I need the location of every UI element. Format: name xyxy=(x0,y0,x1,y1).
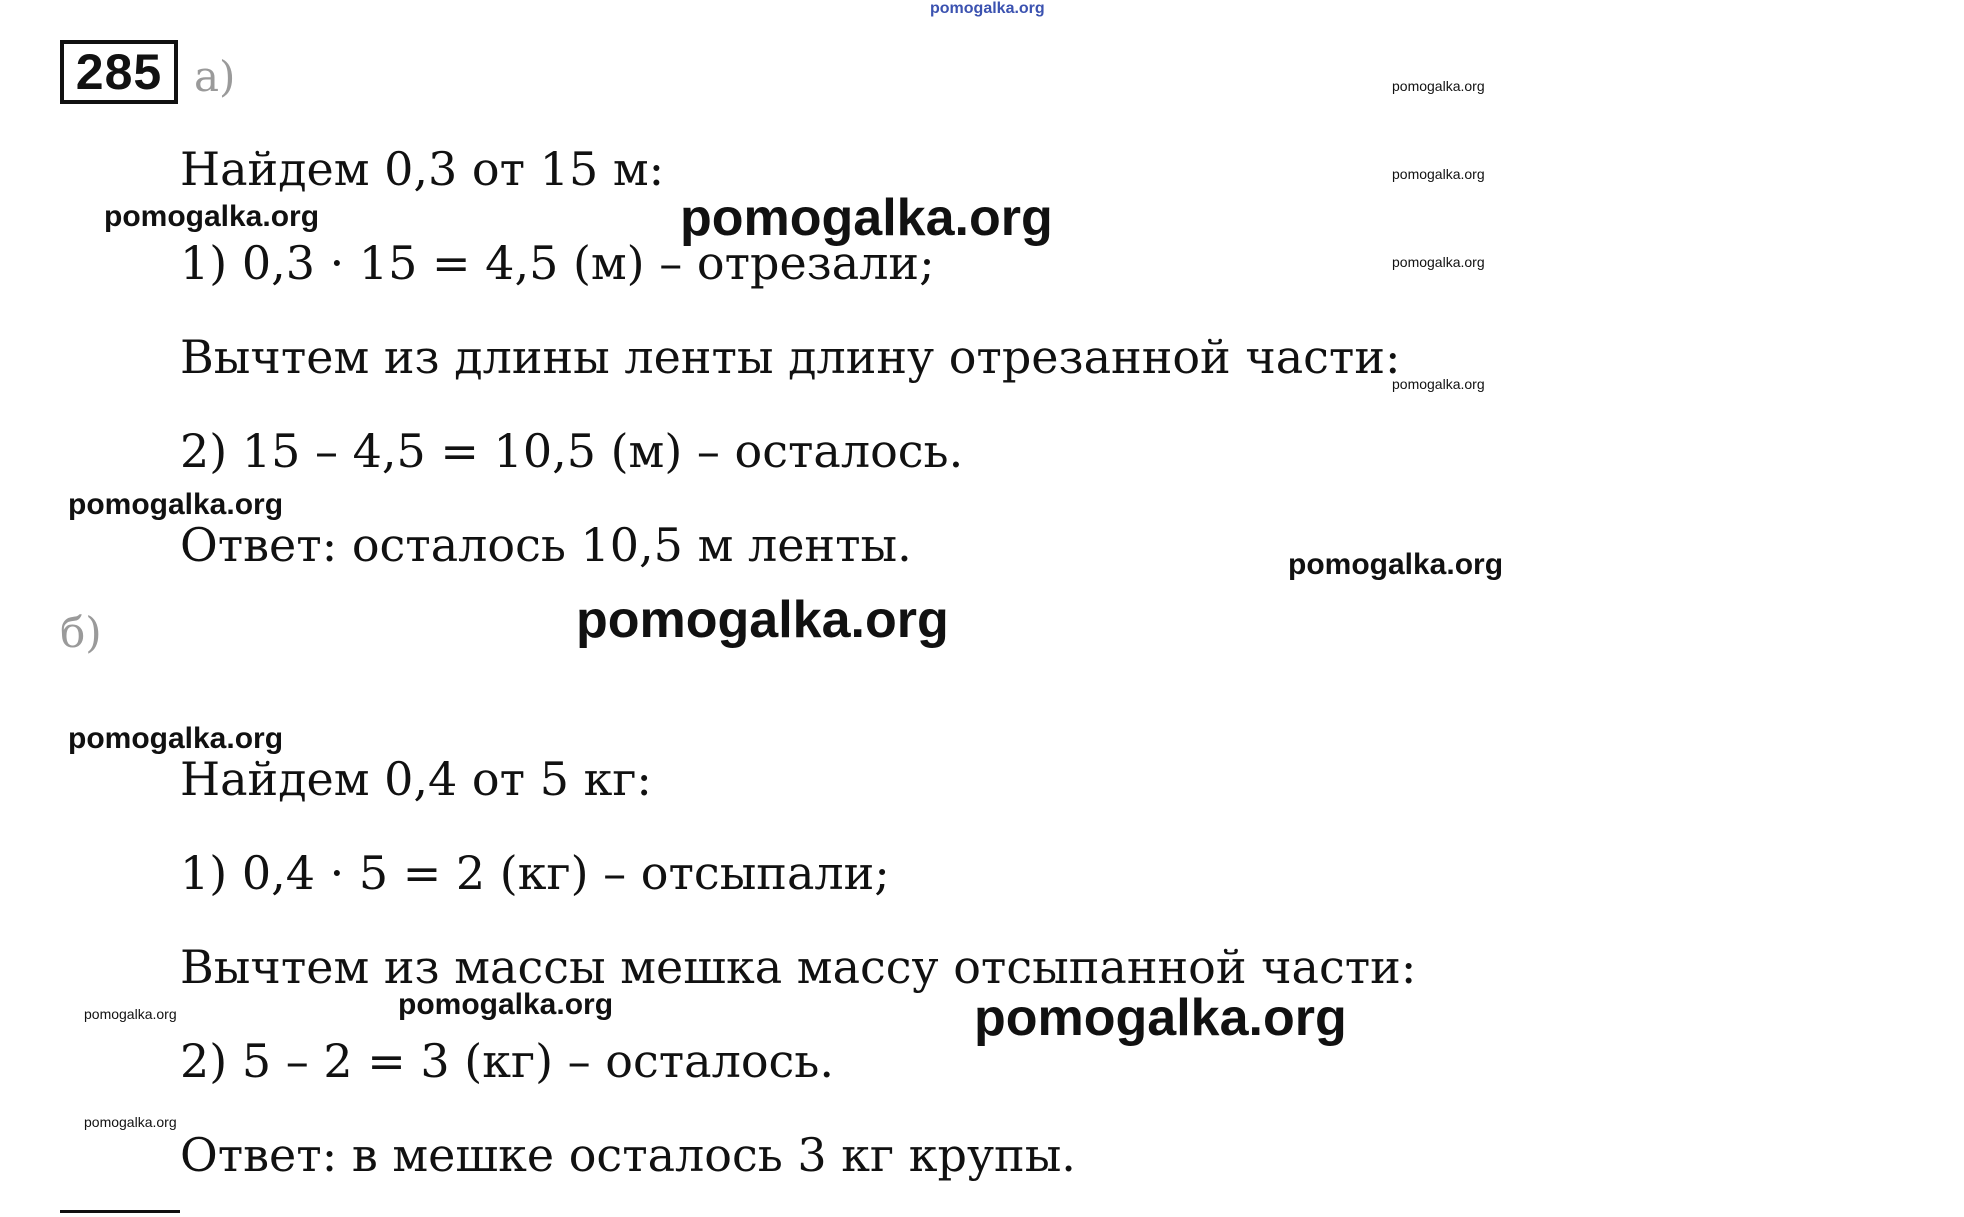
part-b-answer: Ответ: в мешке осталось 3 кг крупы. xyxy=(180,1128,1076,1182)
part-a-line-3: Вычтем из длины ленты длину отрезанной части: xyxy=(180,330,1401,384)
watermark-small-5: pomogalka.org xyxy=(84,1006,177,1022)
watermark-small-4: pomogalka.org xyxy=(1392,376,1485,392)
part-b-line-2: 1) 0,4 · 5 = 2 (кг) – отсыпали; xyxy=(180,846,890,900)
watermark-large-1: pomogalka.org xyxy=(680,189,1053,247)
part-a-label: а) xyxy=(194,52,236,101)
watermark-medium-5: pomogalka.org xyxy=(398,988,614,1021)
watermark-large-3: pomogalka.org xyxy=(974,989,1347,1047)
watermark-small-1: pomogalka.org xyxy=(1392,78,1485,94)
part-a-answer: Ответ: осталось 10,5 м ленты. xyxy=(180,518,912,572)
problem-number: 285 xyxy=(60,40,178,104)
watermark-medium-1: pomogalka.org xyxy=(104,200,320,233)
part-b-line-3: Вычтем из массы мешка массу отсыпанной части: xyxy=(180,940,1417,994)
part-a-line-2: 1) 0,3 · 15 = 4,5 (м) – отрезали; xyxy=(180,236,935,290)
watermark-medium-2: pomogalka.org xyxy=(68,488,284,521)
part-b-line-4: 2) 5 – 2 = 3 (кг) – осталось. xyxy=(180,1034,834,1088)
watermark-medium-4: pomogalka.org xyxy=(68,722,284,755)
part-b-line-1: Найдем 0,4 от 5 кг: xyxy=(180,752,652,806)
bottom-rule xyxy=(60,1210,180,1213)
watermark-small-2: pomogalka.org xyxy=(1392,166,1485,182)
part-a-line-1: Найдем 0,3 от 15 м: xyxy=(180,142,665,196)
part-b-label: б) xyxy=(60,608,102,657)
part-a-line-4: 2) 15 – 4,5 = 10,5 (м) – осталось. xyxy=(180,424,964,478)
watermark-small-6: pomogalka.org xyxy=(84,1114,177,1130)
watermark-small-3: pomogalka.org xyxy=(1392,254,1485,270)
watermark-medium-3: pomogalka.org xyxy=(1288,548,1504,581)
watermark-top: pomogalka.org xyxy=(930,0,1045,17)
watermark-large-2: pomogalka.org xyxy=(576,591,949,649)
